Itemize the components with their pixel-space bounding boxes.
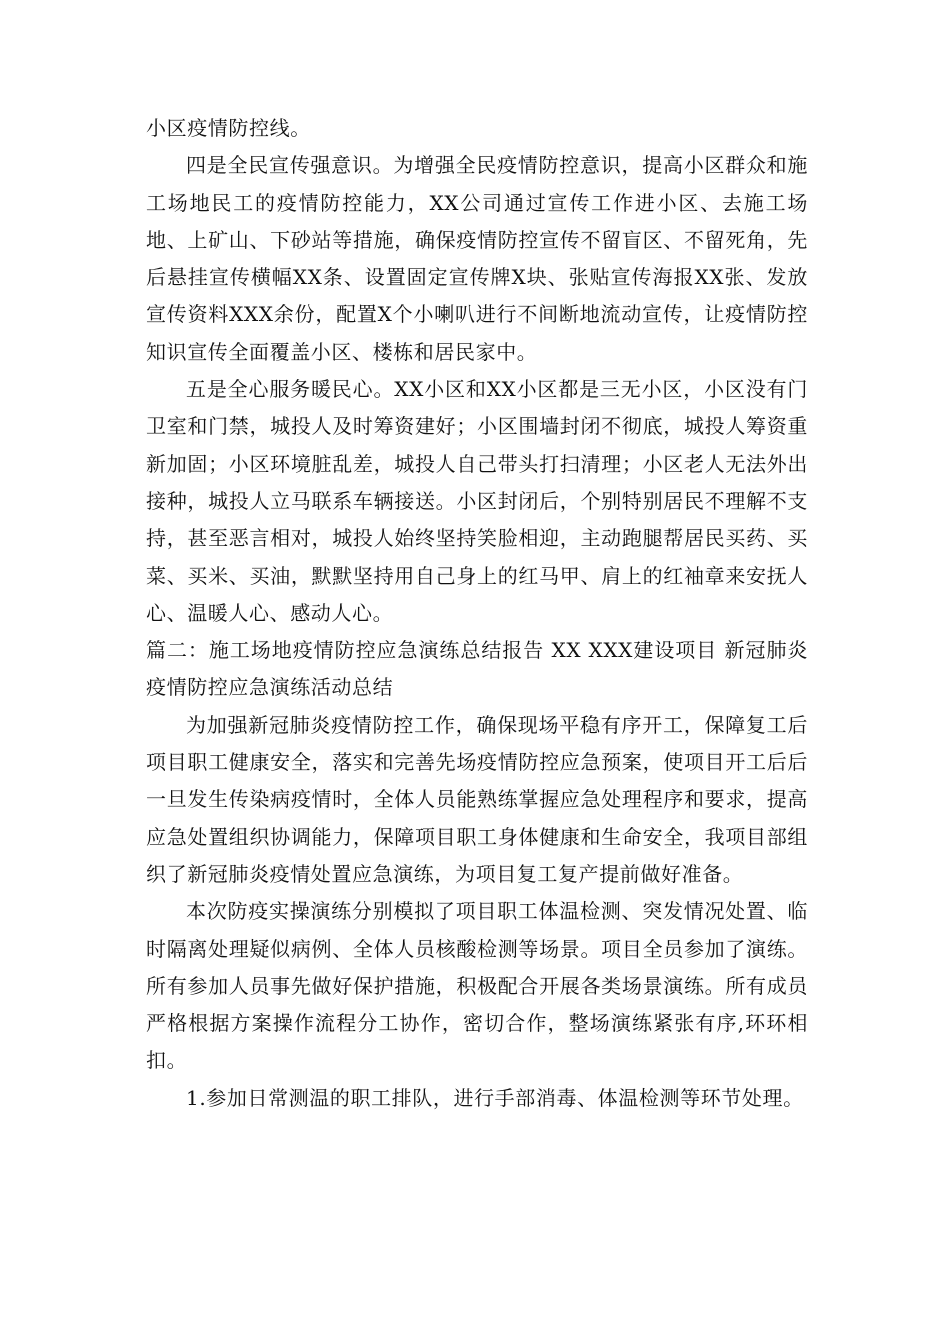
paragraph-continuation: 小区疫情防控线。: [146, 116, 311, 140]
paragraph-drill-summary: 本次防疫实操演练分别模拟了项目职工体温检测、突发情况处置、临时隔离处理疑似病例、全体人员核酸检测等场景。项目全员参加了演练。所有参加人员事先做好保护措施，积极配合开展各类场景演练。所有成员严格根据方案操作流程分工协作，密切合作，整场演练紧张有序,环环相扣。: [146, 899, 808, 1073]
paragraph-service: 五是全心服务暖民心。XX小区和XX小区都是三无小区，小区没有门卫室和门禁，城投人及时筹资建好；小区围墙封闭不彻底，城投人筹资重新加固；小区环境脏乱差，城投人自己带头打扫清理；小区老人无法外出接种，城投人立马联系车辆接送。小区封闭后，个别特别居民不理解不支持，甚至恶言相对，城投人始终坚持笑脸相迎，主动跑腿帮居民买药、买菜、买米、买油，默默坚持用自己身上的红马甲、肩上的红袖章来安抚人心、温暖人心、感动人心。: [146, 377, 808, 625]
paragraph-item-1: 1.参加日常测温的职工排队，进行手部消毒、体温检测等环节处理。: [186, 1085, 804, 1110]
paragraph-intro: 为加强新冠肺炎疫情防控工作，确保现场平稳有序开工，保障复工后项目职工健康安全，落实和完善先场疫情防控应急预案，使项目开工后后一旦发生传染病疫情时，全体人员能熟练掌握应急处理程序和要求，提高应急处置组织协调能力，保障项目职工身体健康和生命安全，我项目部组织了新冠肺炎疫情处置应急演练，为项目复工复产提前做好准备。: [146, 712, 808, 886]
paragraph-publicity: 四是全民宣传强意识。为增强全民疫情防控意识，提高小区群众和施工场地民工的疫情防控能力，XX公司通过宣传工作进小区、去施工场地、上矿山、下砂站等措施，确保疫情防控宣传不留盲区、不留死角，先后悬挂宣传横幅XX条、设置固定宣传牌X块、张贴宣传海报XX张、发放宣传资料XXX余份，配置X个小喇叭进行不间断地流动宣传，让疫情防控知识宣传全面覆盖小区、楼栋和居民家中。: [146, 153, 808, 364]
section-heading: 篇二：施工场地疫情防控应急演练总结报告 XX XXX建设项目 新冠肺炎疫情防控应急演练活动总结: [146, 638, 808, 700]
document-body: [146, 110, 808, 1117]
